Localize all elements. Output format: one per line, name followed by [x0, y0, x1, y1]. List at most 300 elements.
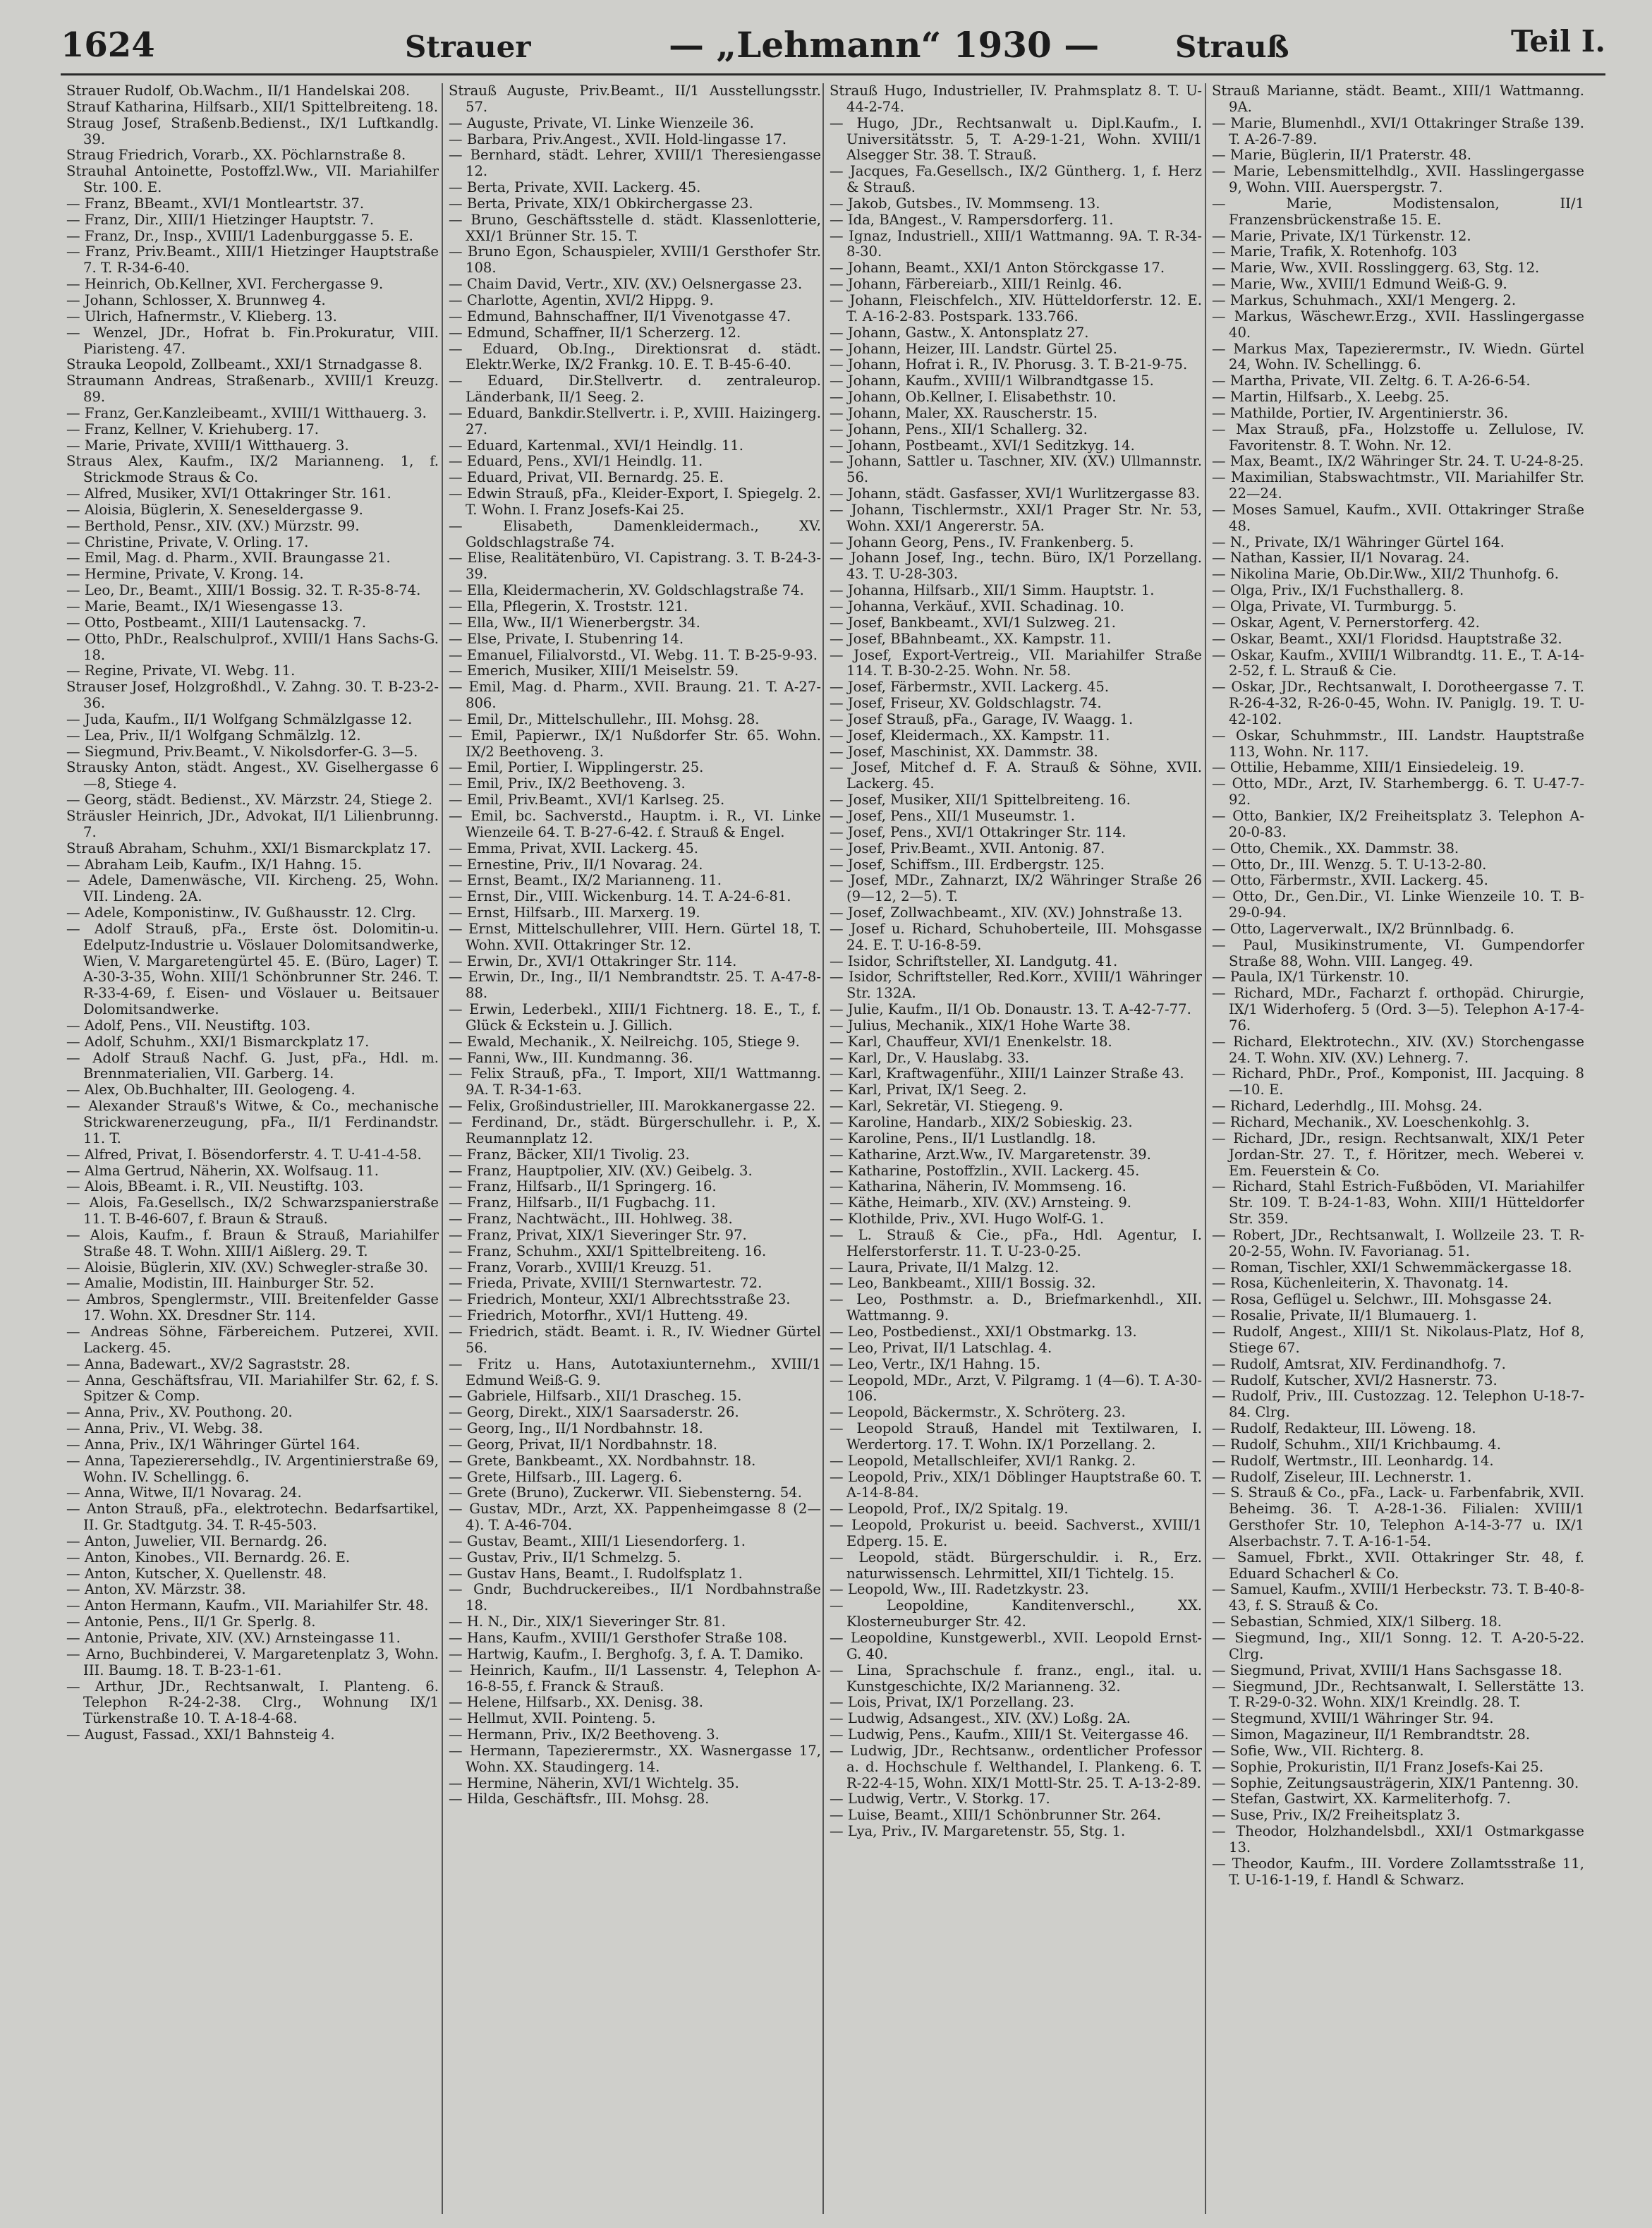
directory-entry: — Ewald, Mechanik., X. Neilreichg. 105, Stiege 9. [449, 1033, 800, 1050]
directory-entry: — Katharina, Näherin, IV. Mommseng. 16. [830, 1178, 1126, 1195]
directory-entry: — Anton, Kutscher, X. Quellenstr. 48. [66, 1565, 327, 1582]
directory-entry: — Josef, Pens., XII/1 Museumstr. 1. [830, 807, 1075, 824]
directory-entry: — Heinrich, Ob.Kellner, XVI. Ferchergasse 9. [66, 276, 384, 293]
column-3 [830, 83, 1202, 2214]
directory-entry: — Leopold Strauß, Handel mit Textilwaren, I. Werdertorg. 17. T. Wohn. IX/1 Porzellang. 2. [830, 1420, 1202, 1453]
directory-entry: — Siegmund, Priv.Beamt., V. Nikolsdorfer-G. 3—5. [66, 743, 418, 760]
directory-entry: — Josef, MDr., Zahnarzt, IX/2 Währinger Straße 26 (9—12, 2—5). T. [830, 872, 1202, 905]
directory-entry: — Luise, Beamt., XIII/1 Schönbrunner Str. 264. [830, 1807, 1162, 1824]
directory-entry: — Johanna, Hilfsarb., XII/1 Simm. Hauptstr. 1. [830, 582, 1155, 599]
directory-entry: — Rudolf, Priv., III. Custozzag. 12. Telephon U-18-7-84. Clrg. [1212, 1388, 1584, 1421]
directory-entry: — Richard, Stahl Estrich-Fußböden, VI. Mariahilfer Str. 109. T. B-24-1-83, Wohn. XIII/1 Hütteldorfer Str. 359. [1212, 1178, 1584, 1228]
directory-entry: — Theodor, Holzhandelsbdl., XXI/1 Ostmarkgasse 13. [1212, 1823, 1584, 1855]
directory-entry: Straus Alex, Kaufm., IX/2 Marianneng. 1, f. Strickmode Straus & Co. [66, 453, 439, 486]
directory-entry: — Emil, Mag. d. Pharm., XVII. Braung. 21. T. A-27-806. [449, 679, 821, 712]
directory-entry: — Rudolf, Angest., XIII/1 St. Nikolaus-Platz, Hof 8, Stiege 67. [1212, 1323, 1584, 1356]
directory-entry: — Franz, Dir., XIII/1 Hietzinger Hauptstr. 7. [66, 211, 375, 228]
column-divider [1205, 83, 1206, 2214]
directory-entry: — Georg, städt. Bedienst., XV. Märzstr. 24, Stiege 2. [66, 792, 433, 809]
directory-entry: — Johann Josef, Ing., techn. Büro, IX/1 Porzellang. 43. T. U-28-303. [830, 550, 1202, 583]
directory-entry: — Sebastian, Schmied, XIX/1 Silberg. 18. [1212, 1614, 1502, 1630]
directory-entry: — Ernestine, Priv., II/1 Novarag. 24. [449, 856, 703, 873]
directory-entry: Strauhal Antoinette, Postoffzl.Ww., VII. Mariahilfer Str. 100. E. [66, 163, 439, 196]
directory-entry: — Alois, Kaufm., f. Braun & Strauß, Mariahilfer Straße 48. T. Wohn. XIII/1 Aißlerg. 29. T. [66, 1226, 439, 1259]
directory-entry: — Gndr, Buchdruckereibes., II/1 Nordbahnstraße 18. [449, 1581, 821, 1614]
directory-entry: — Isidor, Schriftsteller, XI. Landgutg. 41. [830, 952, 1118, 969]
directory-entry: — Johann, Beamt., XXI/1 Anton Störckgasse 17. [830, 260, 1165, 277]
directory-entry: — Barbara, Priv.Angest., XVII. Hold-lingasse 17. [449, 131, 787, 147]
directory-entry: — Wenzel, JDr., Hofrat b. Fin.Prokuratur, VIII. Piaristeng. 47. [66, 324, 439, 357]
directory-entry: — Georg, Direkt., XIX/1 Saarsaderstr. 26. [449, 1404, 739, 1421]
directory-entry: — Siegmund, JDr., Rechtsanwalt, I. Sellerstätte 13. T. R-29-0-32. Wohn. XIX/1 Kreindlg. 28. T. [1212, 1678, 1584, 1711]
directory-entry: — Anton Hermann, Kaufm., VII. Mariahilfer Str. 48. [66, 1597, 429, 1614]
directory-entry: — Rudolf, Redakteur, III. Löweng. 18. [1212, 1420, 1476, 1437]
directory-entry: — Josef, Färbermstr., XVII. Lackerg. 45. [830, 679, 1110, 696]
directory-entry: — Ludwig, Vertr., V. Storkg. 17. [830, 1791, 1050, 1808]
directory-entry: — Anton, Kinobes., VII. Bernardg. 26. E. [66, 1549, 351, 1566]
directory-entry: — Charlotte, Agentin, XVI/2 Hippg. 9. [449, 291, 714, 308]
directory-entry: — Georg, Privat, II/1 Nordbahnstr. 18. [449, 1436, 717, 1453]
directory-entry: — Otto, Chemik., XX. Dammstr. 38. [1212, 840, 1459, 856]
directory-entry: — Stegmund, XVIII/1 Währinger Str. 94. [1212, 1710, 1494, 1727]
directory-entry: — Adele, Komponistinw., IV. Gußhausstr. 12. Clrg. [66, 904, 416, 921]
directory-entry: — Karl, Chauffeur, XVI/1 Enenkelstr. 18. [830, 1033, 1112, 1050]
directory-entry: — Suse, Priv., IX/2 Freiheitsplatz 3. [1212, 1807, 1461, 1824]
directory-entry: — H. N., Dir., XIX/1 Sieveringer Str. 81. [449, 1614, 726, 1630]
directory-entry: — Erwin, Lederbekl., XIII/1 Fichtnerg. 18. E., T., f. Glück & Eckstein u. J. Gillich. [449, 1001, 821, 1034]
column-divider [442, 83, 443, 2214]
directory-entry: — Otto, Postbeamt., XIII/1 Lautensackg. 7. [66, 614, 367, 631]
directory-entry: — Eduard, Kartenmal., XVI/1 Heindlg. 11. [449, 437, 743, 454]
directory-entry: — Eduard, Pens., XVI/1 Heindlg. 11. [449, 453, 703, 470]
directory-entry: — Johanna, Verkäuf., XVII. Schadinag. 10. [830, 598, 1124, 614]
directory-entry: — Rosa, Geflügel u. Selchwr., III. Mohsgasse 24. [1212, 1291, 1553, 1308]
directory-entry: — Nikolina Marie, Ob.Dir.Ww., XII/2 Thunhofg. 6. [1212, 566, 1559, 583]
directory-entry: — Johann, Fleischfelch., XIV. Hütteldorferstr. 12. E. T. A-16-2-83. Postspark. 133.766. [830, 291, 1202, 325]
directory-entry: — Franz, Schuhm., XXI/1 Spittelbreiteng. 16. [449, 1242, 767, 1259]
directory-entry: — Johann, Sattler u. Taschner, XIV. (XV.) Ullmannstr. 56. [830, 453, 1202, 486]
directory-entry: — Oskar, Agent, V. Pernerstorferg. 42. [1212, 614, 1480, 631]
directory-entry: — Aloisie, Büglerin, XIV. (XV.) Schwegler-straße 30. [66, 1259, 428, 1276]
directory-entry: — Gustav, Beamt., XIII/1 Liesendorferg. 1. [449, 1532, 746, 1549]
directory-entry: — Leopold, Ww., III. Radetzkystr. 23. [830, 1581, 1089, 1598]
directory-entry: — Adolf, Pens., VII. Neustiftg. 103. [66, 1017, 311, 1034]
directory-entry: — Otto, Bankier, IX/2 Freiheitsplatz 3. Telephon A-20-0-83. [1212, 807, 1584, 840]
directory-entry: — Elisabeth, Damenkleidermach., XV. Goldschlagstraße 74. [449, 517, 821, 550]
directory-entry: — Simon, Magazineur, II/1 Rembrandtstr. 28. [1212, 1726, 1531, 1743]
directory-entry: — Erwin, Dr., Ing., II/1 Nembrandtstr. 25. T. A-47-8-88. [449, 969, 821, 1002]
directory-entry: — Johann, Maler, XX. Rauscherstr. 15. [830, 404, 1098, 421]
header-rule [61, 73, 1605, 75]
directory-entry: — Aloisia, Büglerin, X. Seneseldergasse 9. [66, 501, 363, 518]
directory-entry: — Lea, Priv., II/1 Wolfgang Schmälzlg. 12. [66, 727, 361, 744]
directory-entry: — Franz, Priv.Beamt., XIII/1 Hietzinger Hauptstraße 7. T. R-34-6-40. [66, 243, 439, 277]
directory-entry: Strauer Rudolf, Ob.Wachm., II/1 Handelskai 208. [66, 83, 411, 99]
directory-entry: — Frieda, Private, XVIII/1 Sternwartestr. 72. [449, 1275, 763, 1292]
directory-entry: — Franz, Privat, XIX/1 Sieveringer Str. 97. [449, 1226, 747, 1243]
directory-entry: — Josef, Schiffsm., III. Erdbergstr. 125. [830, 856, 1105, 873]
column-1 [66, 83, 439, 2214]
directory-entry: — Richard, PhDr., Prof., Komponist, III. Jacquing. 8—10. E. [1212, 1065, 1584, 1098]
directory-entry: — Olga, Priv., IX/1 Fuchsthallerg. 8. [1212, 582, 1464, 599]
directory-entry: — Siegmund, Privat, XVIII/1 Hans Sachsgasse 18. [1212, 1661, 1562, 1678]
directory-entry: — Grete, Hilfsarb., III. Lagerg. 6. [449, 1468, 683, 1485]
directory-entry: — Moses Samuel, Kaufm., XVII. Ottakringer Straße 48. [1212, 501, 1584, 534]
directory-entry: — Josef Strauß, pFa., Garage, IV. Waagg. 1. [830, 710, 1134, 727]
directory-entry: — Hellmut, XVII. Pointeng. 5. [449, 1710, 656, 1727]
directory-entry: — Emil, Portier, I. Wipplingerstr. 25. [449, 759, 704, 776]
directory-entry: — Alois, Fa.Gesellsch., IX/2 Schwarzspanierstraße 11. T. B-46-607, f. Braun & Strauß. [66, 1194, 439, 1228]
directory-entry: — Gustav Hans, Beamt., I. Rudolfsplatz 1. [449, 1565, 743, 1582]
directory-entry: — Ernst, Hilfsarb., III. Marxerg. 19. [449, 904, 700, 921]
directory-entry: — Ambros, Spenglermstr., VIII. Breitenfelder Gasse 17. Wohn. XX. Dresdner Str. 114. [66, 1291, 439, 1324]
directory-entry: — Johann, Ob.Kellner, I. Elisabethstr. 10. [830, 389, 1117, 406]
directory-entry: — Georg, Ing., II/1 Nordbahnstr. 18. [449, 1420, 703, 1437]
directory-entry: — Andreas Söhne, Färbereichem. Putzerei, XVII. Lackerg. 45. [66, 1323, 439, 1356]
directory-entry: Strauka Leopold, Zollbeamt., XXI/1 Strnadgasse 8. [66, 356, 423, 373]
directory-entry: — Bruno, Geschäftsstelle d. städt. Klassenlotterie, XXI/1 Brünner Str. 15. T. [449, 211, 821, 244]
directory-entry: — Friedrich, städt. Beamt. i. R., IV. Wiedner Gürtel 56. [449, 1323, 821, 1356]
directory-entry: — Johann, Pens., XII/1 Schallerg. 32. [830, 420, 1088, 437]
directory-entry: — Franz, Kellner, V. Kriehuberg. 17. [66, 420, 319, 437]
directory-entry: — Josef, Pens., XVI/1 Ottakringer Str. 114. [830, 823, 1126, 840]
directory-entry: — Arno, Buchbinderei, V. Margaretenplatz 3, Wohn. III. Baumg. 18. T. B-23-1-61. [66, 1645, 439, 1678]
directory-entry: — Adolf Strauß, pFa., Erste öst. Dolomitin-u. Edelputz-Industrie u. Vöslauer Dolomitsandwerke, Wien, V. Margaretengürtel 45. E. (Büro, Lager) T. A-30-3-35, Wohn. XIII/1 Schönbrunner Str. 246. T. R-33-4-69, f. Eisen- und Vöslauer u. Beitsauer Dolomitsandwerke. [66, 920, 439, 1018]
directory-entry: — Edwin Strauß, pFa., Kleider-Export, I. Spiegelg. 2. T. Wohn. I. Franz Josefs-Kai 25. [449, 485, 821, 518]
directory-entry: — Franz, Hauptpolier, XIV. (XV.) Geibelg. 3. [449, 1162, 753, 1179]
directory-entry: — Otto, MDr., Arzt, IV. Starhembergg. 6. T. U-47-7-92. [1212, 775, 1584, 809]
directory-entry: — Berta, Private, XVII. Lackerg. 45. [449, 179, 701, 196]
directory-entry: — Eduard, Dir.Stellvertr. d. zentraleurop. Länderbank, II/1 Seeg. 2. [449, 373, 821, 406]
directory-entry: — Julie, Kaufm., II/1 Ob. Donaustr. 13. T. A-42-7-77. [830, 1001, 1191, 1018]
directory-entry: — Julius, Mechanik., XIX/1 Hohe Warte 38. [830, 1017, 1131, 1034]
directory-entry: — Rudolf, Amtsrat, XIV. Ferdinandhofg. 7. [1212, 1355, 1506, 1372]
directory-entry: — Marie, Private, XVIII/1 Witthauerg. 3. [66, 437, 349, 454]
directory-entry: Strauf Katharina, Hilfsarb., XII/1 Spittelbreiteng. 18. [66, 98, 439, 115]
directory-entry: — Bernhard, städt. Lehrer, XVIII/1 Theresiengasse 12. [449, 147, 821, 180]
directory-entry: — Josef, Bankbeamt., XVI/1 Sulzweg. 21. [830, 614, 1116, 631]
column-2 [449, 83, 821, 2214]
directory-entry: — Johann Georg, Pens., IV. Frankenberg. 5. [830, 533, 1134, 550]
directory-entry: — Sofie, Ww., VII. Richterg. 8. [1212, 1742, 1424, 1759]
page-header [61, 20, 1605, 72]
first-entry-word: Strauer [405, 30, 531, 64]
directory-entry: — Josef u. Richard, Schuhoberteile, III. Mohsgasse 24. E. T. U-16-8-59. [830, 920, 1202, 953]
directory-entry: — Max, Beamt., IX/2 Währinger Str. 24. T. U-24-8-25. [1212, 453, 1584, 470]
directory-entry: — Leopoldine, Kunstgewerbl., XVII. Leopold Ernst-G. 40. [830, 1630, 1202, 1662]
directory-entry: — Roman, Tischler, XXI/1 Schwemmäckergasse 18. [1212, 1259, 1572, 1276]
directory-entry: — Ernst, Beamt., IX/2 Marianneng. 11. [449, 872, 722, 889]
directory-entry: — Emil, bc. Sachverstd., Hauptm. i. R., VI. Linke Wienzeile 64. T. B-27-6-42. f. Strauß & Engel. [449, 807, 821, 840]
directory-entry: — Katharine, Postoffzlin., XVII. Lackerg. 45. [830, 1162, 1140, 1179]
directory-entry: Straug Josef, Straßenb.Bedienst., IX/1 Luftkandlg. 39. [66, 114, 439, 147]
directory-entry: — Leo, Dr., Beamt., XIII/1 Bossig. 32. T. R-35-8-74. [66, 582, 421, 599]
directory-entry: — Franz, Bäcker, XII/1 Tivolig. 23. [449, 1146, 690, 1163]
directory-entry: — Ottilie, Hebamme, XIII/1 Einsiedeleig. 19. [1212, 759, 1524, 776]
directory-entry: — Josef, Maschinist, XX. Dammstr. 38. [830, 743, 1098, 760]
directory-entry: — Martha, Private, VII. Zeltg. 6. T. A-26-6-54. [1212, 373, 1531, 389]
directory-entry: — Käthe, Heimarb., XIV. (XV.) Arnsteing. 9. [830, 1194, 1132, 1211]
directory-entry: Strauß Auguste, Priv.Beamt., II/1 Ausstellungsstr. 57. [449, 83, 821, 115]
directory-entry: — Franz, Hilfsarb., II/1 Springerg. 16. [449, 1178, 717, 1195]
directory-entry: — Anton Strauß, pFa., elektrotechn. Bedarfsartikel, II. Gr. Stadtgutg. 34. T. R-45-503. [66, 1501, 439, 1534]
directory-entry: — Marie, Lebensmittelhdlg., XVII. Hasslingergasse 9, Wohn. VIII. Auerspergstr. 7. [1212, 163, 1584, 196]
directory-entry: — Felix, Großindustrieller, III. Marokkanergasse 22. [449, 1098, 815, 1115]
directory-entry: — Ella, Kleidermacherin, XV. Goldschlagstraße 74. [449, 582, 804, 599]
directory-entry: — Stefan, Gastwirt, XX. Karmeliterhofg. 7. [1212, 1791, 1511, 1808]
directory-entry: — Marie, Blumenhdl., XVI/1 Ottakringer Straße 139. T. A-26-7-89. [1212, 114, 1584, 147]
directory-entry: — Rudolf, Kutscher, XVI/2 Hasnerstr. 73. [1212, 1372, 1498, 1388]
directory-entry: — Anna, Witwe, II/1 Novarag. 24. [66, 1484, 302, 1501]
directory-entry: — Alfred, Privat, I. Bösendorferstr. 4. T. U-41-4-58. [66, 1146, 422, 1163]
directory-entry: — Hermine, Private, V. Krong. 14. [66, 566, 304, 583]
directory-entry: — Berta, Private, XIX/1 Obkirchergasse 23. [449, 195, 753, 212]
directory-entry: — Anna, Priv., VI. Webg. 38. [66, 1420, 263, 1437]
directory-entry: — Sophie, Prokuristin, II/1 Franz Josefs-Kai 25. [1212, 1758, 1544, 1775]
directory-entry: — Rudolf, Schuhm., XII/1 Krichbaumg. 4. [1212, 1436, 1502, 1453]
directory-entry: — Ulrich, Hafnermstr., V. Klieberg. 13. [66, 308, 337, 325]
directory-entry: — Adolf, Schuhm., XXI/1 Bismarckplatz 17. [66, 1033, 370, 1050]
directory-entry: — Felix Strauß, pFa., T. Import, XII/1 Wattmanng. 9A. T. R-34-1-63. [449, 1065, 821, 1098]
directory-entry: — Josef, Friseur, XV. Goldschlagstr. 74. [830, 695, 1102, 712]
directory-entry: — Leo, Postbedienst., XXI/1 Obstmarkg. 13. [830, 1323, 1137, 1340]
publication-title: — „Lehmann“ 1930 — [669, 24, 1100, 66]
directory-entry: — Ernst, Dir., VIII. Wickenburg. 14. T. A-24-6-81. [449, 888, 791, 905]
directory-entry: — Katharine, Arzt.Ww., IV. Margaretenstr. 39. [830, 1146, 1151, 1163]
column-divider [822, 83, 824, 2214]
last-entry-word: Strauß [1175, 30, 1289, 64]
directory-entry: — Josef, Musiker, XII/1 Spittelbreiteng. 16. [830, 792, 1131, 809]
part-label: Teil I. [1511, 24, 1605, 59]
directory-entry: — Alfred, Musiker, XVI/1 Ottakringer Str. 161. [66, 485, 391, 502]
directory-entry: — Johann, Heizer, III. Landstr. Gürtel 25. [830, 340, 1117, 357]
directory-entry: — Hans, Kaufm., XVIII/1 Gersthofer Straße 108. [449, 1630, 788, 1646]
directory-entry: — Regine, Private, VI. Webg. 11. [66, 662, 296, 679]
directory-entry: — Auguste, Private, VI. Linke Wienzeile 36. [449, 114, 754, 131]
directory-entry: — Alexander Strauß's Witwe, & Co., mechanische Strickwarenerzeugung, pFa., II/1 Ferdinandstr. 11. T. [66, 1098, 439, 1146]
directory-entry: — Johann, Schlosser, X. Brunnweg 4. [66, 291, 326, 308]
directory-entry: — Alois, BBeamt. i. R., VII. Neustiftg. 103. [66, 1178, 364, 1195]
directory-entry: — Richard, Mechanik., XV. Loeschenkohlg. 3. [1212, 1114, 1530, 1130]
directory-entry: — Emil, Priv., IX/2 Beethoveng. 3. [449, 775, 686, 792]
directory-entry: — Rosa, Küchenleiterin, X. Thavonatg. 14. [1212, 1275, 1509, 1292]
directory-entry: — Lina, Sprachschule f. franz., engl., ital. u. Kunstgeschichte, IX/2 Marianneng. 32. [830, 1661, 1202, 1695]
directory-entry: Strauser Josef, Holzgroßhdl., V. Zahng. 30. T. B-23-2-36. [66, 679, 439, 712]
directory-entry: — Emil, Papierwr., IX/1 Nußdorfer Str. 65. Wohn. IX/2 Beethoveng. 3. [449, 727, 821, 760]
directory-entry: — Gustav, MDr., Arzt, XX. Pappenheimgasse 8 (2—4). T. A-46-704. [449, 1501, 821, 1534]
directory-entry: — Emil, Mag. d. Pharm., XVII. Braungasse 21. [66, 550, 391, 567]
directory-entry: — Ferdinand, Dr., städt. Bürgerschullehr. i. P., X. Reumannplatz 12. [449, 1114, 821, 1146]
directory-entry: Strauß Marianne, städt. Beamt., XIII/1 Wattmanng. 9A. [1212, 83, 1584, 115]
directory-entry: — Josef, Mitchef d. F. A. Strauß & Söhne, XVII. Lackerg. 45. [830, 759, 1202, 792]
directory-entry: — Emanuel, Filialvorstd., VI. Webg. 11. T. B-25-9-93. [449, 646, 818, 663]
directory-entry: — Friedrich, Motorfhr., XVI/1 Hutteng. 49. [449, 1307, 748, 1324]
directory-entry: — Alex, Ob.Buchhalter, III. Geologeng. 4. [66, 1082, 356, 1098]
directory-entry: — Otto, Dr., Gen.Dir., VI. Linke Wienzeile 10. T. B-29-0-94. [1212, 888, 1584, 921]
directory-entry: — Fritz u. Hans, Autotaxiunternehm., XVIII/1 Edmund Weiß-G. 9. [449, 1355, 821, 1388]
directory-entry: — Anna, Priv., IX/1 Währinger Gürtel 164. [66, 1436, 360, 1453]
directory-entry: — N., Private, IX/1 Währinger Gürtel 164. [1212, 533, 1505, 550]
directory-entry: Strauß Abraham, Schuhm., XXI/1 Bismarckplatz 17. [66, 840, 432, 856]
directory-entry: — Karl, Kraftwagenführ., XIII/1 Lainzer Straße 43. [830, 1065, 1184, 1082]
directory-entry: — Johann, Hofrat i. R., IV. Phorusg. 3. T. B-21-9-75. [830, 356, 1188, 373]
directory-entry: — Eduard, Bankdir.Stellvertr. i. P., XVIII. Haizingerg. 27. [449, 404, 821, 437]
directory-entry: — Eduard, Privat, VII. Bernardg. 25. E. [449, 469, 724, 486]
directory-entry: — Arthur, JDr., Rechtsanwalt, I. Planteng. 6. Telephon R-24-2-38. Clrg., Wohnung IX/1 Türkenstraße 10. T. A-18-4-68. [66, 1678, 439, 1727]
directory-entry: — Richard, JDr., resign. Rechtsanwalt, XIX/1 Peter Jordan-Str. 27. T., f. Höritzer, mech. Weberei v. Em. Feuerstein & Co. [1212, 1130, 1584, 1179]
directory-entry: — Johann, Tischlermstr., XXI/1 Prager Str. Nr. 53, Wohn. XXI/1 Angererstr. 5A. [830, 501, 1202, 534]
directory-entry: — Elise, Realitätenbüro, VI. Capistrang. 3. T. B-24-3-39. [449, 550, 821, 583]
directory-entry: Sträusler Heinrich, JDr., Advokat, II/1 Lilienbrunng. 7. [66, 807, 439, 840]
directory-entry: — Ella, Pflegerin, X. Troststr. 121. [449, 598, 688, 614]
directory-entry: — Anton, XV. Märzstr. 38. [66, 1581, 246, 1598]
directory-entry: — Emil, Dr., Mittelschullehr., III. Mohsg. 28. [449, 710, 760, 727]
directory-entry: — Anna, Tapezierersehdlg., IV. Argentinierstraße 69, Wohn. IV. Schellingg. 6. [66, 1452, 439, 1485]
directory-entry: — Leopold, Metallschleifer, XVI/1 Rankg. 2. [830, 1452, 1136, 1469]
directory-entry: — Marie, Büglerin, II/1 Praterstr. 48. [1212, 147, 1471, 164]
directory-entry: — Grete, Bankbeamt., XX. Nordbahnstr. 18. [449, 1452, 756, 1469]
directory-entry: — S. Strauß & Co., pFa., Lack- u. Farbenfabrik, XVII. Beheimg. 36. T. A-28-1-36. Filialen: XVIII/1 Gersthofer Str. 10, Telephon A-14-3-77 u. IX/1 Alserbachstr. 7. T. A-16-1-54. [1212, 1484, 1584, 1549]
directory-entry: — Leopold, Prof., IX/2 Spitalg. 19. [830, 1501, 1069, 1518]
directory-entry: — Markus, Wäschewr.Erzg., XVII. Hasslingergasse 40. [1212, 308, 1584, 341]
directory-entry: — Franz, BBeamt., XVI/1 Montleartstr. 37. [66, 195, 365, 212]
directory-entry: — Anna, Geschäftsfrau, VII. Mariahilfer Str. 62, f. S. Spitzer & Comp. [66, 1372, 439, 1405]
directory-entry: — Karl, Dr., V. Hauslabg. 33. [830, 1049, 1030, 1066]
directory-entry: — Hermann, Tapezierermstr., XX. Wasnergasse 17, Wohn. XX. Staudingerg. 14. [449, 1742, 821, 1775]
directory-entry: — Edmund, Bahnschaffner, II/1 Vivenotgasse 47. [449, 308, 791, 325]
directory-entry: — Marie, Ww., XVIII/1 Edmund Weiß-G. 9. [1212, 276, 1507, 293]
directory-entry: — Marie, Modistensalon, II/1 Franzensbrückenstraße 15. E. [1212, 195, 1584, 228]
directory-entry: — Max Strauß, pFa., Holzstoffe u. Zellulose, IV. Favoritenstr. 8. T. Wohn. Nr. 12. [1212, 420, 1584, 454]
directory-entry: — Leopold, Bäckermstr., X. Schröterg. 23. [830, 1404, 1126, 1421]
page-number: 1624 [61, 25, 155, 65]
directory-entry: — Nathan, Kassier, II/1 Novarag. 24. [1212, 550, 1470, 567]
directory-entry: — Ernst, Mittelschullehrer, VIII. Hern. Gürtel 18, T. Wohn. XVII. Ottakringer Str. 12. [449, 920, 821, 953]
directory-entry: — Adele, Damenwäsche, VII. Kircheng. 25, Wohn. VII. Lindeng. 2A. [66, 872, 439, 905]
directory-entry: — Richard, Elektrotechn., XIV. (XV.) Storchengasse 24. T. Wohn. XIV. (XV.) Lehnerg. 7. [1212, 1033, 1584, 1066]
directory-entry: — Emma, Privat, XVII. Lackerg. 45. [449, 840, 699, 856]
directory-entry: — Emil, Priv.Beamt., XVI/1 Karlseg. 25. [449, 792, 725, 809]
directory-entry: — Hilda, Geschäftsfr., III. Mohsg. 28. [449, 1791, 710, 1808]
directory-entry: — Franz, Nachtwächt., III. Hohlweg. 38. [449, 1211, 733, 1228]
directory-entry: — Lya, Priv., IV. Margaretenstr. 55, Stg. 1. [830, 1823, 1126, 1840]
directory-entry: — Rosalie, Private, II/1 Blumauerg. 1. [1212, 1307, 1477, 1324]
directory-entry: — Leopold, Priv., XIX/1 Döblinger Hauptstraße 60. T. A-14-8-84. [830, 1468, 1202, 1501]
directory-entry: — Hermann, Priv., IX/2 Beethoveng. 3. [449, 1726, 719, 1743]
directory-entry: — Isidor, Schriftsteller, Red.Korr., XVIII/1 Währinger Str. 132A. [830, 969, 1202, 1002]
directory-entry: — Rudolf, Wertmstr., III. Leonhardg. 14. [1212, 1452, 1494, 1469]
directory-entry: — Ludwig, Adsangest., XIV. (XV.) Loßg. 2A. [830, 1710, 1131, 1727]
directory-entry: — Samuel, Kaufm., XVIII/1 Herbeckstr. 73. T. B-40-8-43, f. S. Strauß & Co. [1212, 1581, 1584, 1614]
directory-entry: — L. Strauß & Cie., pFa., Hdl. Agentur, I. Helferstorferstr. 11. T. U-23-0-25. [830, 1226, 1202, 1259]
directory-entry: — Emerich, Musiker, XIII/1 Meiselstr. 59. [449, 662, 739, 679]
directory-entry: — Juda, Kaufm., II/1 Wolfgang Schmälzlgasse 12. [66, 710, 413, 727]
directory-entry: — Anton, Juwelier, VII. Bernardg. 26. [66, 1532, 327, 1549]
directory-entry: — Otto, Färbermstr., XVII. Lackerg. 45. [1212, 872, 1488, 889]
directory-entry: — Antonie, Private, XIV. (XV.) Arnsteingasse 11. [66, 1630, 401, 1646]
directory-entry: — Markus Max, Tapezierermstr., IV. Wiedn. Gürtel 24, Wohn. IV. Schellingg. 6. [1212, 340, 1584, 373]
directory-entry: — Karoline, Handarb., XIX/2 Sobieskig. 23. [830, 1114, 1133, 1130]
directory-entry: — Mathilde, Portier, IV. Argentinierstr. 36. [1212, 404, 1509, 421]
directory-entry: — Ella, Ww., II/1 Wienerbergstr. 34. [449, 614, 700, 631]
directory-entry: — Oskar, JDr., Rechtsanwalt, I. Dorotheergasse 7. T. R-26-4-32, R-26-0-45, Wohn. IV. Paniglg. 19. T. U-42-102. [1212, 679, 1584, 727]
directory-entry: — Johann, Färbereiarb., XIII/1 Reinlg. 46. [830, 276, 1122, 293]
directory-entry: — Hugo, JDr., Rechtsanwalt u. Dipl.Kaufm., I. Universitätsstr. 5, T. A-29-1-21, Wohn. XVIII/1 Alsegger Str. 38. T. Strauß. [830, 114, 1202, 164]
directory-entry: — Berthold, Pensr., XIV. (XV.) Mürzstr. 99. [66, 517, 360, 534]
directory-entry: — Helene, Hilfsarb., XX. Denisg. 38. [449, 1694, 704, 1711]
directory-entry: — Marie, Ww., XVII. Rosslinggerg. 63, Stg. 12. [1212, 260, 1540, 277]
directory-entry: — Otto, Lagerverwalt., IX/2 Brünnlbadg. 6. [1212, 920, 1514, 937]
directory-entry: — Paula, IX/1 Türkenstr. 10. [1212, 969, 1409, 986]
directory-entry: — Franz, Hilfsarb., II/1 Fugbachg. 11. [449, 1194, 716, 1211]
directory-entry: — Johann, städt. Gasfasser, XVI/1 Wurlitzergasse 83. [830, 485, 1201, 502]
directory-entry: — Jakob, Gutsbes., IV. Mommseng. 13. [830, 195, 1100, 212]
directory-entry: — Josef, Kleidermach., XX. Kampstr. 11. [830, 727, 1110, 744]
directory-entry: — Chaim David, Vertr., XIV. (XV.) Oelsnergasse 23. [449, 276, 803, 293]
directory-entry: — Otto, PhDr., Realschulprof., XVIII/1 Hans Sachs-G. 18. [66, 630, 439, 663]
directory-entry: — Oskar, Beamt., XXI/1 Floridsd. Hauptstraße 32. [1212, 630, 1562, 647]
directory-entry: — Josef, Zollwachbeamt., XIV. (XV.) Johnstraße 13. [830, 904, 1183, 921]
directory-entry: — Richard, MDr., Facharzt f. orthopäd. Chirurgie, IX/1 Widerhoferg. 5 (Ord. 3—5). Telephon A-17-4-76. [1212, 985, 1584, 1034]
directory-entry: — Abraham Leib, Kaufm., IX/1 Hahng. 15. [66, 856, 363, 873]
directory-entry: — Johann, Postbeamt., XVI/1 Seditzkyg. 14. [830, 437, 1135, 454]
directory-entry: — Hermine, Näherin, XVI/1 Wichtelg. 35. [449, 1774, 739, 1791]
directory-entry: — Marie, Beamt., IX/1 Wiesengasse 13. [66, 598, 344, 614]
directory-entry: — Else, Private, I. Stubenring 14. [449, 630, 684, 647]
directory-entry: — Franz, Vorarb., XVIII/1 Kreuzg. 51. [449, 1259, 712, 1276]
directory-entry: — Klothilde, Priv., XVI. Hugo Wolf-G. 1. [830, 1211, 1105, 1228]
directory-entry: — Richard, Lederhdlg., III. Mohsg. 24. [1212, 1098, 1483, 1115]
directory-entry: — Robert, JDr., Rechtsanwalt, I. Wollzeile 23. T. R-20-2-55, Wohn. IV. Favorianag. 51. [1212, 1226, 1584, 1259]
directory-entry: — Eduard, Ob.Ing., Direktionsrat d. städt. Elektr.Werke, IX/2 Frankg. 10. E. T. B-45-6-40. [449, 340, 821, 373]
directory-entry: — Oskar, Schuhmmstr., III. Landstr. Hauptstraße 113, Wohn. Nr. 117. [1212, 727, 1584, 760]
directory-entry: — Hartwig, Kaufm., I. Berghofg. 3, f. A. T. Damiko. [449, 1645, 804, 1662]
directory-entry: — Jacques, Fa.Gesellsch., IX/2 Güntherg. 1, f. Herz & Strauß. [830, 163, 1202, 196]
directory-entry: — Leo, Vertr., IX/1 Hahng. 15. [830, 1355, 1040, 1372]
directory-entry: — Johann, Gastw., X. Antonsplatz 27. [830, 324, 1089, 341]
directory-entry: — Leo, Privat, II/1 Latschlag. 4. [830, 1339, 1052, 1356]
directory-entry: — Leopoldine, Kanditenverschl., XX. Klosterneuburger Str. 42. [830, 1597, 1202, 1630]
directory-entry: — Marie, Private, IX/1 Türkenstr. 12. [1212, 227, 1471, 244]
directory-entry: — Theodor, Kaufm., III. Vordere Zollamtsstraße 11, T. U-16-1-19, f. Handl & Schwarz. [1212, 1855, 1584, 1888]
directory-entry: — Leo, Bankbeamt., XIII/1 Bossig. 32. [830, 1275, 1096, 1292]
directory-entry: — Gabriele, Hilfsarb., XII/1 Drascheg. 15. [449, 1388, 742, 1405]
directory-entry: — Marie, Trafik, X. Rotenhofg. 103 [1212, 243, 1457, 260]
directory-entry: — Martin, Hilfsarb., X. Leebg. 25. [1212, 389, 1450, 406]
directory-entry: — Alma Gertrud, Näherin, XX. Wolfsaug. 11. [66, 1162, 379, 1179]
directory-entry: — Ida, BAngest., V. Rampersdorferg. 11. [830, 211, 1114, 228]
directory-entry: — Oskar, Kaufm., XVIII/1 Wilbrandtg. 11. E., T. A-14-2-52, f. L. Strauß & Cie. [1212, 646, 1584, 679]
directory-entry: — Grete (Bruno), Zuckerwr. VII. Siebensterng. 54. [449, 1484, 802, 1501]
directory-entry: — Edmund, Schaffner, II/1 Scherzerg. 12. [449, 324, 741, 341]
directory-entry: — Ludwig, Pens., Kaufm., XIII/1 St. Veitergasse 46. [830, 1726, 1189, 1743]
directory-entry: — Fanni, Ww., III. Kundmanng. 36. [449, 1049, 693, 1066]
directory-entry: — Lois, Privat, IX/1 Porzellang. 23. [830, 1694, 1074, 1711]
directory-entry: — Leo, Posthmstr. a. D., Briefmarkenhdl., XII. Wattmanng. 9. [830, 1291, 1202, 1324]
directory-entry: — Markus, Schuhmach., XXI/1 Mengerg. 2. [1212, 291, 1517, 308]
directory-entry: — Franz, Ger.Kanzleibeamt., XVIII/1 Witthauerg. 3. [66, 404, 427, 421]
directory-entry: Straug Friedrich, Vorarb., XX. Pöchlarnstraße 8. [66, 147, 406, 164]
directory-entry: — Josef, Export-Vertreig., VII. Mariahilfer Straße 114. T. B-30-2-25. Wohn. Nr. 58. [830, 646, 1202, 679]
directory-entry: — Karl, Privat, IX/1 Seeg. 2. [830, 1082, 1027, 1098]
directory-entry: Straumann Andreas, Straßenarb., XVIII/1 Kreuzg. 89. [66, 373, 439, 406]
directory-entry: — Johann, Kaufm., XVIII/1 Wilbrandtgasse 15. [830, 373, 1154, 389]
directory-entry: — Amalie, Modistin, III. Hainburger Str. 52. [66, 1275, 375, 1292]
directory-entry: — Erwin, Dr., XVI/1 Ottakringer Str. 114. [449, 952, 737, 969]
directory-entry: — Franz, Dr., Insp., XVIII/1 Ladenburggasse 5. E. [66, 227, 413, 244]
directory-entry: — Bruno Egon, Schauspieler, XVIII/1 Gersthofer Str. 108. [449, 243, 821, 277]
directory-entry: — Samuel, Fbrkt., XVII. Ottakringer Str. 48, f. Eduard Schacherl & Co. [1212, 1549, 1584, 1582]
